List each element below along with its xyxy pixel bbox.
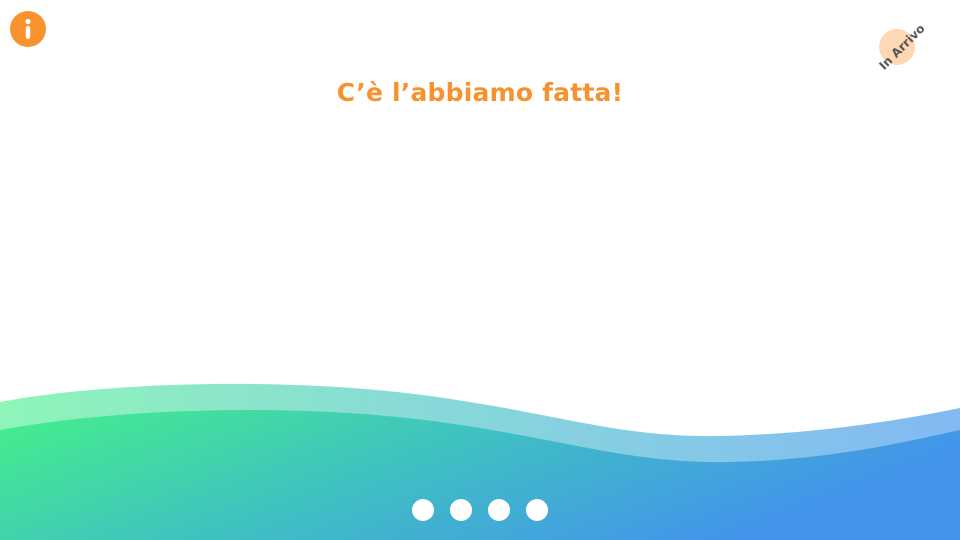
page-dot[interactable] [450,499,472,521]
page-dot[interactable] [488,499,510,521]
page-dot[interactable] [412,499,434,521]
page-title: C’è l’abbiamo fatta! [336,78,624,107]
info-icon [10,11,46,47]
info-button[interactable] [10,11,46,47]
coming-soon-label: In Arrivo [876,21,928,73]
coming-soon-badge [860,22,940,82]
page-dot[interactable] [526,499,548,521]
page-indicator [0,499,960,523]
